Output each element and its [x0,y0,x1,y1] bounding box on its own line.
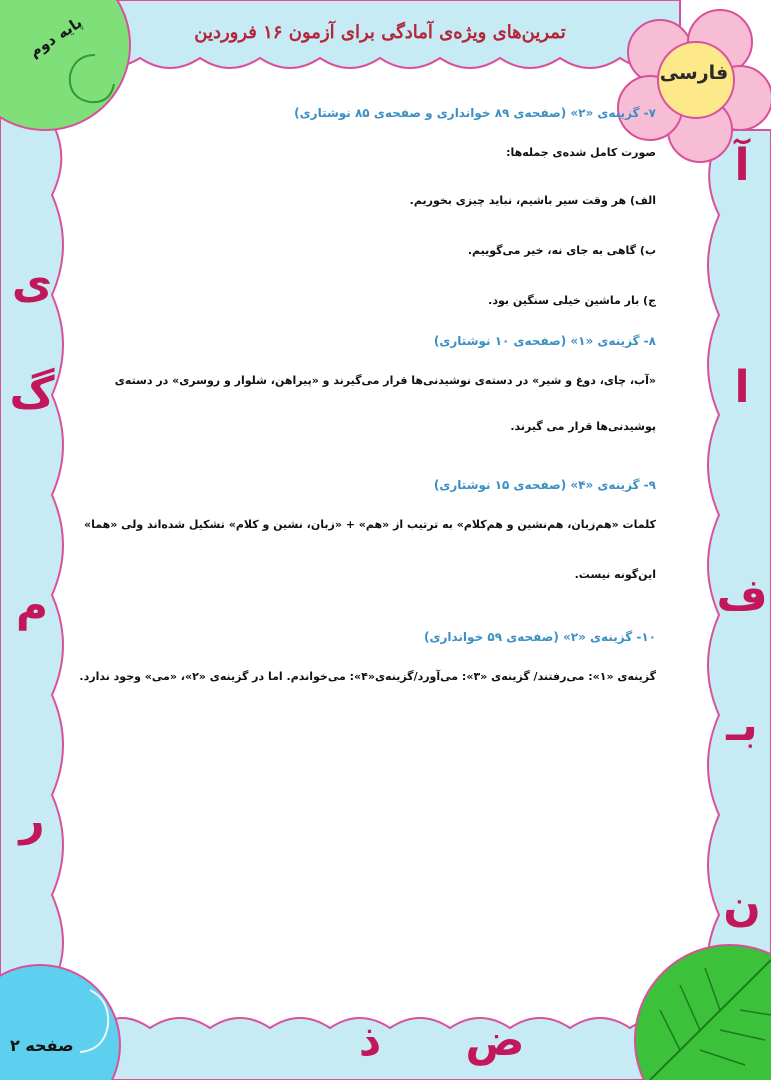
border-letter-right: ف [716,570,768,621]
leaf-decoration [635,945,771,1080]
subject-label: فارسی [659,62,729,84]
grade-label: پایه دوم [25,13,86,61]
answer-line: «آب، چای، دوغ و شیر» در دسته‌ی نوشیدنی‌ها قرار می‌گیرند و «پیراهن، شلوار و روسری» در دسته‌ی [114,374,656,387]
answer-line: صورت کامل شده‌ی جمله‌ها: [506,146,656,159]
answer-content [79,100,656,700]
question-heading: ۸- گزینه‌ی «۱» (صفحه‌ی ۱۰ نوشتاری) [433,334,656,348]
border-letter-right: ن [723,880,761,931]
answer-line: گزینه‌ی «۱»: می‌رفتند/ گزینه‌ی «۳»: می‌آورد/گزینه‌ی«۴»: می‌خواندم. اما در گزینه‌ی «۲»، «می» وجود ندارد. [79,670,656,683]
question-heading: ۷- گزینه‌ی «۲» (صفحه‌ی ۸۹ خوانداری و صفحه‌ی ۸۵ نوشتاری) [294,106,656,120]
answer-line: کلمات «هم‌زبان، هم‌نشین و هم‌کلام» به ترتیب از «هم» + «زبان، نشین و کلام» تشکیل شده‌اند ولی «هما» [84,518,656,531]
answer-line: ج) بار ماشین خیلی سنگین بود. [488,294,656,307]
border-letter-left: ی [11,258,53,309]
answer-line: الف) هر وقت سیر باشیم، نباید چیزی بخوریم. [409,194,656,207]
answer-line: پوشیدنی‌ها قرار می گیرند. [510,420,656,433]
answer-line: ب) گاهی به جای نه، خیر می‌گوییم. [467,244,656,257]
border-letter-bottom: ض [465,1015,525,1066]
page-title: تمرین‌های ویژه‌ی آمادگی برای آزمون ۱۶ فروردین [194,22,566,43]
left-scalloped-border [0,110,63,985]
border-letter-right: ا [734,362,750,413]
border-letter-right: بـ [726,700,758,751]
page-number-circle [0,965,120,1080]
border-letter-left: م [15,580,49,631]
right-scalloped-border [708,130,771,1000]
border-letter-left: ر [19,795,45,846]
page-number: صفحه ۲ [10,1036,74,1055]
border-letter-right: آ [734,140,750,191]
question-heading: ۹- گزینه‌ی «۴» (صفحه‌ی ۱۵ نوشتاری) [433,478,656,492]
answer-line: این‌گونه نیست. [574,568,656,581]
border-letter-bottom: ذ [358,1015,382,1066]
border-letter-left: گ [9,368,55,419]
question-heading: ۱۰- گزینه‌ی «۲» (صفحه‌ی ۵۹ خوانداری) [423,630,656,644]
